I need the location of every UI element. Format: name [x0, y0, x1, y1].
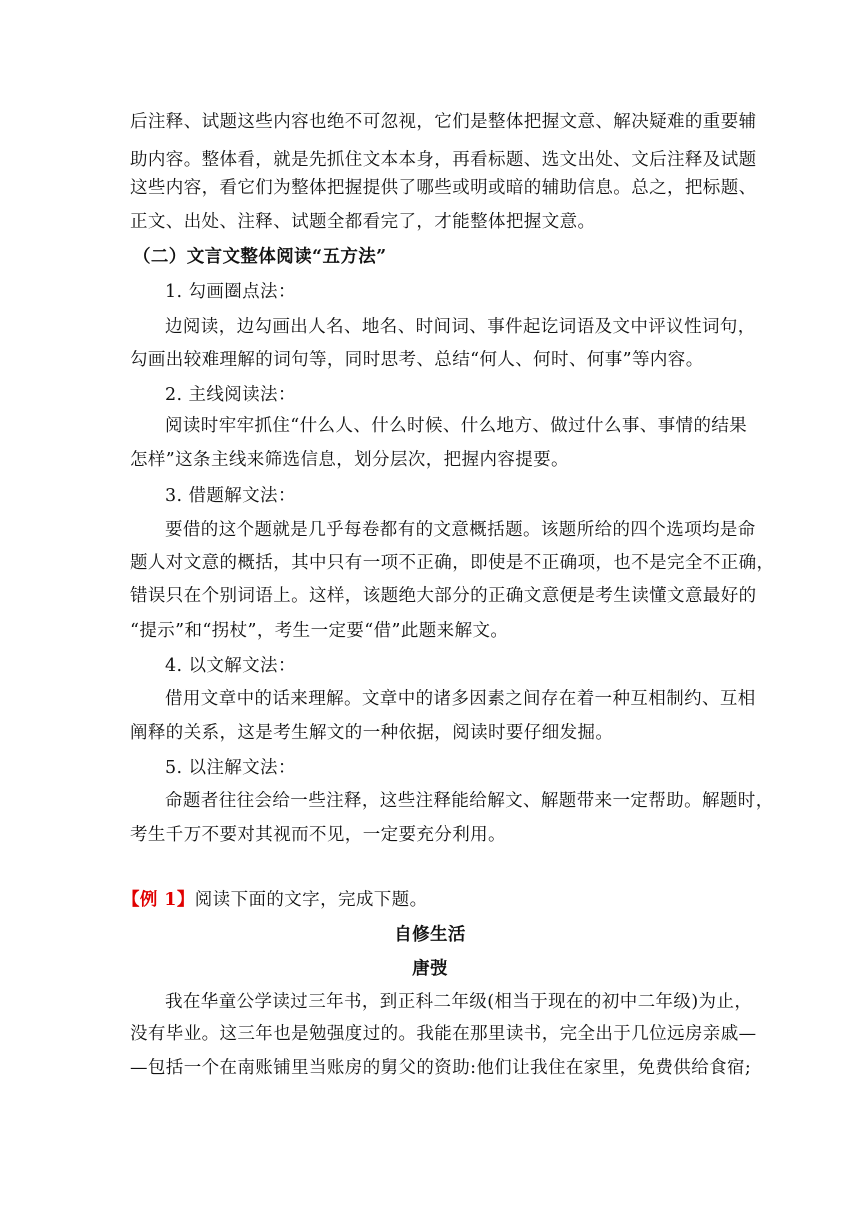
method-title: 2. 主线阅读法：: [165, 385, 296, 405]
method-title: 1. 勾画圈点法：: [165, 282, 296, 302]
method-text-line: 怎样”这条主线来筛选信息，划分层次，把握内容提要。: [130, 450, 569, 470]
method-text-line: 考生千万不要对其视而不见，一定要充分利用。: [130, 825, 506, 845]
method-title: 4. 以文解文法：: [165, 656, 296, 676]
example-tag: 【例 1】: [122, 890, 195, 910]
article-title: 自修生活: [394, 925, 466, 945]
method-text-line: 要借的这个题就是几乎每卷都有的文意概括题。该题所给的四个选项均是命: [165, 520, 756, 540]
article-body-line: —包括一个在南账铺里当账房的舅父的资助:他们让我住在家里，免费供给食宿;: [130, 1058, 752, 1078]
method-text-line: 借用文章中的话来理解。文章中的诸多因素之间存在着一种互相制约、互相: [165, 689, 756, 709]
example-prompt: [122, 888, 722, 912]
article-author: 唐弢: [412, 959, 448, 979]
method-title: 3. 借题解文法：: [165, 486, 296, 506]
method-text-line: 题人对文意的概括，其中只有一项不正确，即使是不正确项，也不是完全不正确，: [130, 553, 775, 573]
article-body-line: 我在华童公学读过三年书，到正科二年级(相当于现在的初中二年级)为止，: [165, 992, 753, 1012]
intro-line: 后注释、试题这些内容也绝不可忽视，它们是整体把握文意、解决疑难的重要辅: [130, 112, 757, 132]
method-text-line: 边阅读，边勾画出人名、地名、时间词、事件起讫词语及文中评议性词句，: [165, 317, 756, 337]
method-title: 5. 以注解文法：: [165, 758, 296, 778]
intro-line: 这些内容，看它们为整体把握提供了哪些或明或暗的辅助信息。总之，把标题、: [130, 178, 757, 198]
method-text-line: 错误只在个别词语上。这样，该题绝大部分的正确文意便是考生读懂文意最好的: [130, 586, 757, 606]
method-text-line: “提示”和“拐杖”，考生一定要“借”此题来解文。: [130, 621, 509, 641]
section-heading: （二）文言文整体阅读“五方法”: [133, 247, 387, 267]
method-text-line: 勾画出较难理解的词句等，同时思考、总结“何人、何时、何事”等内容。: [130, 350, 704, 370]
method-text-line: 阐释的关系，这是考生解文的一种依据，阅读时要仔细发掘。: [130, 723, 614, 743]
intro-line: 正文、出处、注释、试题全都看完了，才能整体把握文意。: [130, 212, 596, 232]
article-body-line: 没有毕业。这三年也是勉强度过的。我能在那里读书，完全出于几位远房亲戚—: [130, 1024, 757, 1044]
example-instruction: 阅读下面的文字，完成下题。: [194, 890, 428, 910]
intro-line: 助内容。整体看，就是先抓住文本本身，再看标题、选文出处、文后注释及试题: [130, 150, 757, 170]
method-text-line: 阅读时牢牢抓住“什么人、什么时候、什么地方、做过什么事、事情的结果: [165, 416, 748, 436]
method-text-line: 命题者往往会给一些注释，这些注释能给解文、解题带来一定帮助。解题时，: [165, 791, 774, 811]
